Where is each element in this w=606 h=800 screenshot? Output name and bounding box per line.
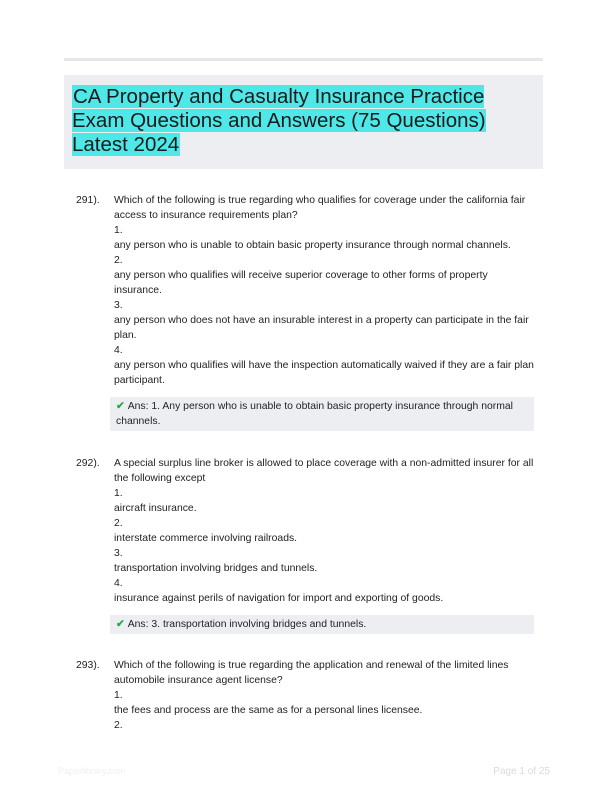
answer-box [110,615,534,634]
question-text: Which of the following is true regarding who qualifies for coverage under the california fair access to insurance requirements plan? [114,195,526,221]
option-label: 4. [114,578,123,589]
answer-text: Ans: 1. Any person who is unable to obtain basic property insurance through normal channels. [116,401,513,427]
option-text: aircraft insurance. [114,503,197,514]
option-label: 4. [114,345,123,356]
question-text: Which of the following is true regarding the application and renewal of the limited lines automobile insurance agent license? [114,660,509,686]
title-banner [64,75,543,169]
option-text: the fees and process are the same as for a personal lines licensee. [114,705,423,716]
option-label: 2. [114,255,123,266]
answer-box [110,397,534,431]
option-label: 1. [114,225,123,236]
top-divider [64,58,543,61]
option-text: interstate commerce involving railroads. [114,533,298,544]
page-number: Page 1 of 25 [493,766,550,777]
option-text: any person who does not have an insurable interest in a property can participate in the fair plan. [114,315,529,341]
footer-watermark: Paperlibrary.com [58,766,126,776]
option-text: any person who qualifies will receive superior coverage to other forms of property insurance. [114,270,488,296]
option-text: transportation involving bridges and tunnels. [114,563,318,574]
option-label: 1. [114,690,123,701]
checkmark-icon: ✔ [116,619,125,630]
question-number: 291). [76,195,100,206]
option-text: any person who qualifies will have the inspection automatically waived if they are a fair plan participant. [114,360,534,386]
question-number: 293). [76,660,100,671]
option-label: 1. [114,488,123,499]
document-title: CA Property and Casualty Insurance Practice Exam Questions and Answers (75 Questions) Latest 2024 [72,85,486,156]
checkmark-icon: ✔ [116,401,125,412]
question-text: A special surplus line broker is allowed to place coverage with a non-admitted insurer for all the following except [114,458,534,484]
option-label: 2. [114,720,123,731]
option-label: 3. [114,300,123,311]
option-text: insurance against perils of navigation for import and exporting of goods. [114,593,444,604]
answer-text: Ans: 3. transportation involving bridges and tunnels. [127,619,367,630]
question-number: 292). [76,458,100,469]
option-text: any person who is unable to obtain basic property insurance through normal channels. [114,240,511,251]
option-label: 3. [114,548,123,559]
option-label: 2. [114,518,123,529]
